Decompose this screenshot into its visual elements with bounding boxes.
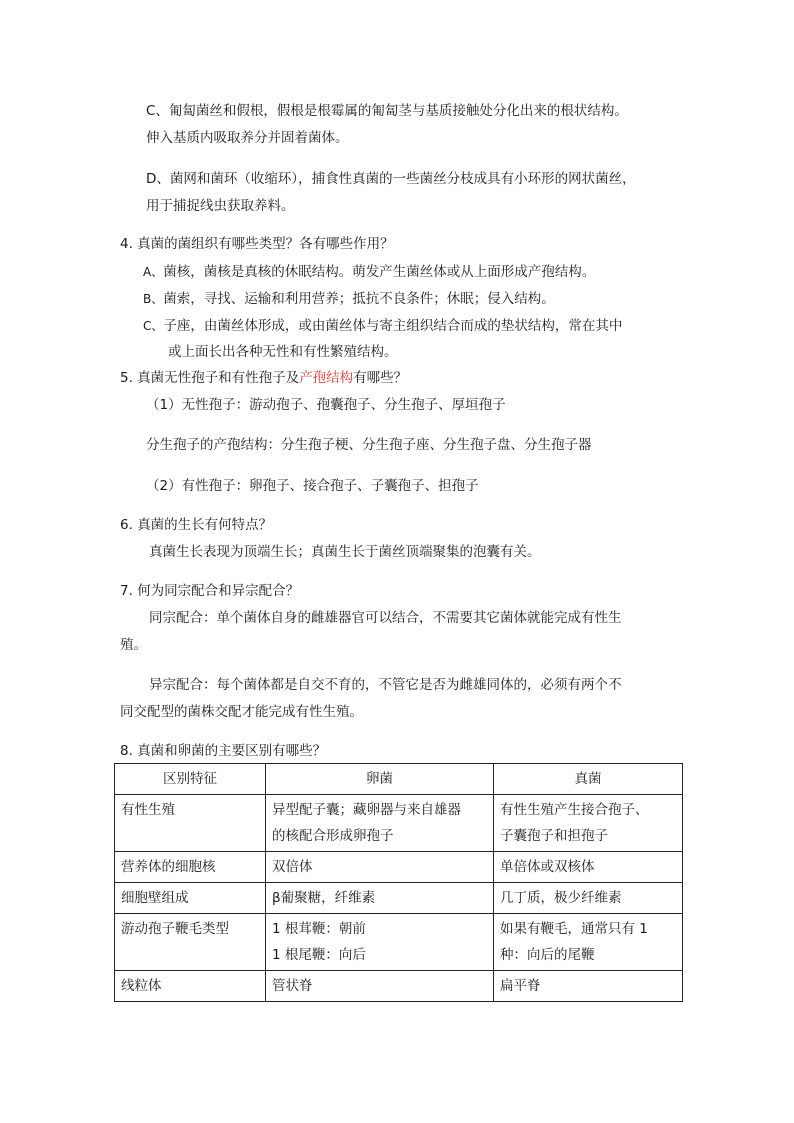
table-header-feature: 区别特征 <box>115 764 266 795</box>
fungi-cell <box>494 971 683 1002</box>
fungi-cell-line: 如果有鞭毛，通常只有 1 <box>500 921 648 937</box>
feature-cell: 线粒体 <box>115 971 266 1002</box>
feature-cell: 营养体的细胞核 <box>115 852 266 883</box>
oomycete-cell-line: 的核配合形成卵孢子 <box>272 828 394 844</box>
feature-cell: 细胞壁组成 <box>115 883 266 914</box>
oomycete-cell-line: 1 根尾鞭：向后 <box>272 947 366 963</box>
oomycete-cell <box>266 852 494 883</box>
q4-item-c-marker: C、 <box>143 319 164 333</box>
oomycete-cell <box>266 914 494 971</box>
q4-item-a-marker: A、 <box>143 265 164 279</box>
q4-item-a-text: 菌核，菌核是真核的休眠结构。萌发产生菌丝体或从上面形成产孢结构。 <box>163 264 596 280</box>
feature-cell: 游动孢子鞭毛类型 <box>115 914 266 971</box>
q7-number: 7. <box>120 583 133 599</box>
oomycete-cell-line: β葡聚糖，纤维素 <box>272 890 376 906</box>
q7-homothallism-line1: 同宗配合：单个菌体自身的雌雄器官可以结合，不需要其它菌体就能完成有性生 <box>149 610 622 626</box>
q8-title: 真菌和卵菌的主要区别有哪些？ <box>137 743 327 759</box>
q5-heading <box>120 370 407 388</box>
q4-title: 真菌的菌组织有哪些类型？各有哪些作用？ <box>137 236 394 252</box>
q5-asexual-spores: （1）无性孢子：游动孢子、孢囊孢子、分生孢子、厚垣孢子 <box>146 397 506 413</box>
oomycete-cell-line: 异型配子囊；藏卵器与来自雄器 <box>272 802 461 818</box>
q8-heading <box>120 743 326 761</box>
table-row <box>115 852 683 883</box>
table-row <box>115 971 683 1002</box>
table-row <box>115 883 683 914</box>
q4-item-c-text: 子座，由菌丝体形成，或由菌丝体与寄主组织结合而成的垫状结构，常在其中 <box>163 318 623 334</box>
q4-item-c <box>143 318 622 336</box>
comparison-table <box>114 763 683 1002</box>
q8-number: 8. <box>120 743 133 759</box>
oomycete-cell <box>266 971 494 1002</box>
q6-heading <box>120 517 272 535</box>
oomycete-cell <box>266 883 494 914</box>
table-row <box>115 795 683 852</box>
q4-item-b-text: 菌索，寻找、运输和利用营养；抵抗不良条件；休眠；侵入结构。 <box>163 291 555 307</box>
fungi-cell <box>494 852 683 883</box>
fungi-cell <box>494 883 683 914</box>
sec3-c-line1: C、匍匐菌丝和假根，假根是根霉属的匍匐茎与基质接触处分化出来的根状结构。 <box>146 103 628 119</box>
fungi-cell-line: 扁平脊 <box>500 978 541 994</box>
fungi-cell-line: 子囊孢子和担孢子 <box>500 828 608 844</box>
sec3-c-line2: 伸入基质内吸取养分并固着菌体。 <box>146 130 349 146</box>
q7-heterothallism-line1: 异宗配合：每个菌体都是自交不育的，不管它是否为雌雄同体的，必须有两个不 <box>149 677 622 693</box>
q6-answer: 真菌生长表现为顶端生长；真菌生长于菌丝顶端聚集的泡囊有关。 <box>149 544 541 560</box>
fungi-cell <box>494 914 683 971</box>
fungi-cell-line: 有性生殖产生接合孢子、 <box>500 802 649 818</box>
table-row <box>115 914 683 971</box>
feature-cell: 有性生殖 <box>115 795 266 852</box>
q4-item-b <box>143 291 555 309</box>
q6-number: 6. <box>120 517 133 533</box>
table-header-row <box>115 764 683 795</box>
fungi-cell-line: 几丁质，极少纤维素 <box>500 890 622 906</box>
oomycete-cell-line: 双倍体 <box>272 859 313 875</box>
q5-sexual-spores: （2）有性孢子：卵孢子、接合孢子、子囊孢子、担孢子 <box>146 478 479 494</box>
fungi-cell-line: 单倍体或双核体 <box>500 859 595 875</box>
q4-item-a <box>143 264 595 282</box>
q7-heterothallism-line2: 同交配型的菌株交配才能完成有性生殖。 <box>120 704 363 720</box>
oomycete-cell-line: 管状脊 <box>272 978 313 994</box>
q5-title-after: 有哪些？ <box>353 370 408 386</box>
q7-title: 何为同宗配合和异宗配合？ <box>137 583 300 599</box>
sec3-d-line2: 用于捕捉线虫获取养料。 <box>146 198 295 214</box>
q4-heading <box>120 236 394 254</box>
q5-title-highlight: 产孢结构 <box>299 370 354 386</box>
q6-title: 真菌的生长有何特点？ <box>137 517 273 533</box>
q4-number: 4. <box>120 236 133 252</box>
q5-title-before: 真菌无性孢子和有性孢子及 <box>137 370 300 386</box>
q5-conidia-structures: 分生孢子的产孢结构：分生孢子梗、分生孢子座、分生孢子盘、分生孢子器 <box>146 437 592 453</box>
q4-item-b-marker: B、 <box>143 292 164 306</box>
q4-item-c-continuation: 或上面长出各种无性和有性繁殖结构。 <box>168 344 398 360</box>
q7-heading <box>120 583 299 601</box>
sec3-d-line1: D、菌网和菌环（收缩环），捕食性真菌的一些菌丝分枝成具有小环形的网状菌丝， <box>146 171 636 187</box>
oomycete-cell-line: 1 根茸鞭：朝前 <box>272 921 366 937</box>
table-header-fungi: 真菌 <box>494 764 683 795</box>
oomycete-cell <box>266 795 494 852</box>
q5-number: 5. <box>120 370 133 386</box>
table-header-oomycete: 卵菌 <box>266 764 494 795</box>
fungi-cell <box>494 795 683 852</box>
fungi-cell-line: 种：向后的尾鞭 <box>500 947 595 963</box>
q7-homothallism-line2: 殖。 <box>120 637 147 653</box>
